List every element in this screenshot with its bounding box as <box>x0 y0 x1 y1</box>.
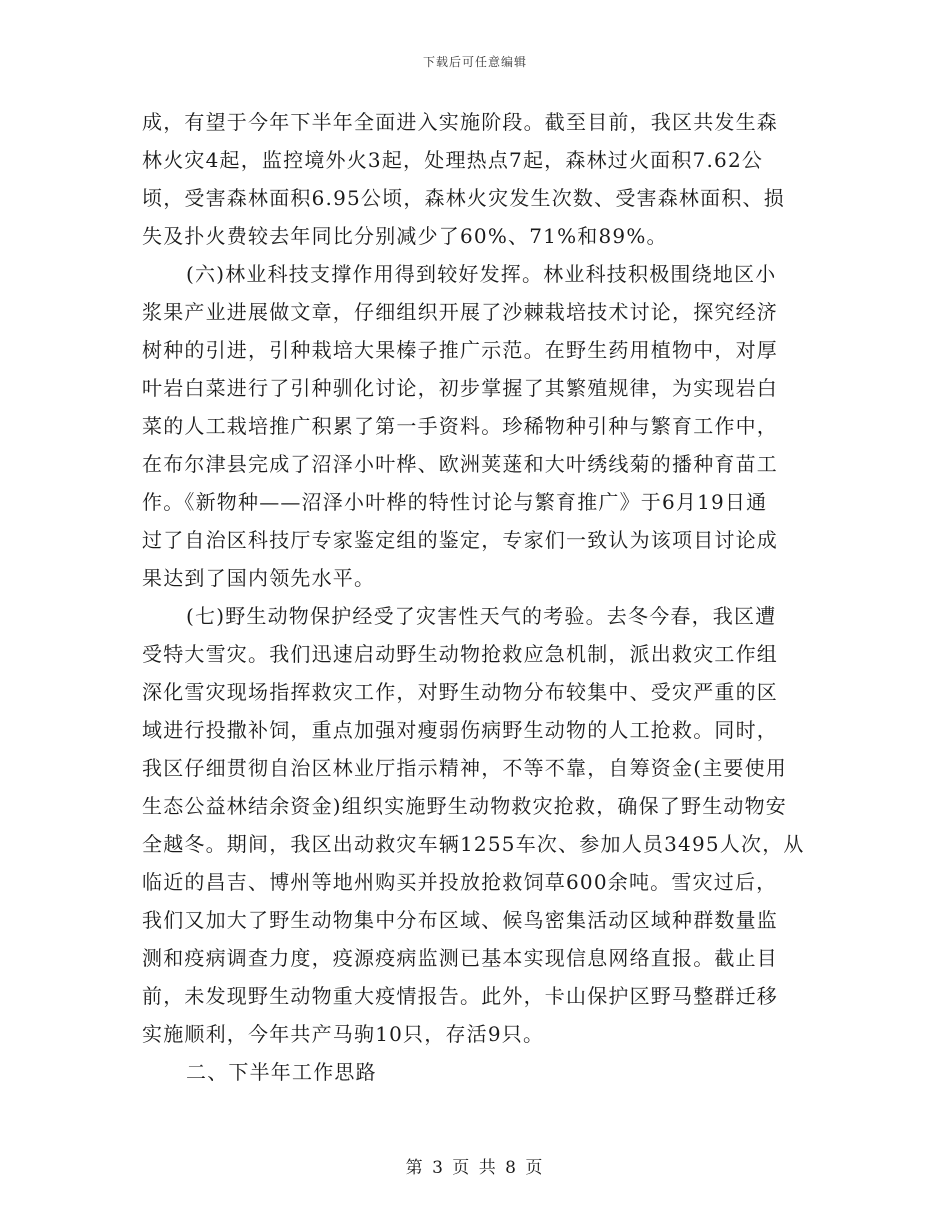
body-line: 我区仔细贯彻自治区林业厅指示精神，不等不靠，自筹资金(主要使用 <box>142 756 788 780</box>
paragraph-start-line: (六)林业科技支撑作用得到较好发挥。林业科技积极围绕地区小 <box>186 262 777 286</box>
body-line: 果达到了国内领先水平。 <box>142 566 376 590</box>
body-line: 在布尔津县完成了沼泽小叶桦、欧洲荚蒾和大叶绣线菊的播种育苗工 <box>142 452 778 476</box>
body-line: 叶岩白菜进行了引种驯化讨论，初步掌握了其繁殖规律，为实现岩白 <box>142 376 778 400</box>
body-line: 临近的昌吉、博州等地州购买并投放抢救饲草600余吨。雪灾过后， <box>142 870 778 894</box>
body-line: 实施顺利，今年共产马驹10只，存活9只。 <box>142 1022 545 1046</box>
body-line: 测和疫病调查力度，疫源疫病监测已基本实现信息网络直报。截止目 <box>142 946 778 970</box>
body-line: 受特大雪灾。我们迅速启动野生动物抢救应急机制，派出救灾工作组 <box>142 642 778 666</box>
body-line: 我们又加大了野生动物集中分布区域、候鸟密集活动区域种群数量监 <box>142 908 778 932</box>
page-header-note: 下载后可任意编辑 <box>422 55 527 69</box>
body-line: 树种的引进，引种栽培大果榛子推广示范。在野生药用植物中，对厚 <box>142 338 778 362</box>
body-line: 全越冬。期间，我区出动救灾车辆1255车次、参加人员3495人次，从 <box>142 832 805 856</box>
body-line: 前，未发现野生动物重大疫情报告。此外，卡山保护区野马整群迁移 <box>142 984 778 1008</box>
page-number-footer: 第 3 页 共 8 页 <box>405 1158 545 1178</box>
section-heading: 二、下半年工作思路 <box>186 1060 377 1084</box>
body-line: 深化雪灾现场指挥救灾工作，对野生动物分布较集中、受灾严重的区 <box>142 680 778 704</box>
body-line: 作。《新物种——沼泽小叶桦的特性讨论与繁育推广》于6月19日通 <box>142 490 768 514</box>
body-line: 生态公益林结余资金)组织实施野生动物救灾抢救，确保了野生动物安 <box>142 794 788 818</box>
body-line: 域进行投撒补饲，重点加强对瘦弱伤病野生动物的人工抢救。同时， <box>142 718 778 742</box>
body-line: 失及扑火费较去年同比分别减少了60%、71%和89%。 <box>142 224 668 248</box>
body-line: 林火灾4起，监控境外火3起，处理热点7起，森林过火面积7.62公 <box>142 148 764 172</box>
body-line: 菜的人工栽培推广积累了第一手资料。珍稀物种引种与繁育工作中， <box>142 414 778 438</box>
body-line: 浆果产业进展做文章，仔细组织开展了沙棘栽培技术讨论，探究经济 <box>142 300 778 324</box>
body-line: 过了自治区科技厅专家鉴定组的鉴定，专家们一致认为该项目讨论成 <box>142 528 778 552</box>
paragraph-start-line: (七)野生动物保护经受了灾害性天气的考验。去冬今春，我区遭 <box>186 604 777 628</box>
document-body <box>142 103 810 1091</box>
body-line: 成，有望于今年下半年全面进入实施阶段。截至目前，我区共发生森 <box>142 110 778 134</box>
body-line: 顷，受害森林面积6.95公顷，森林火灾发生次数、受害森林面积、损 <box>142 186 785 210</box>
